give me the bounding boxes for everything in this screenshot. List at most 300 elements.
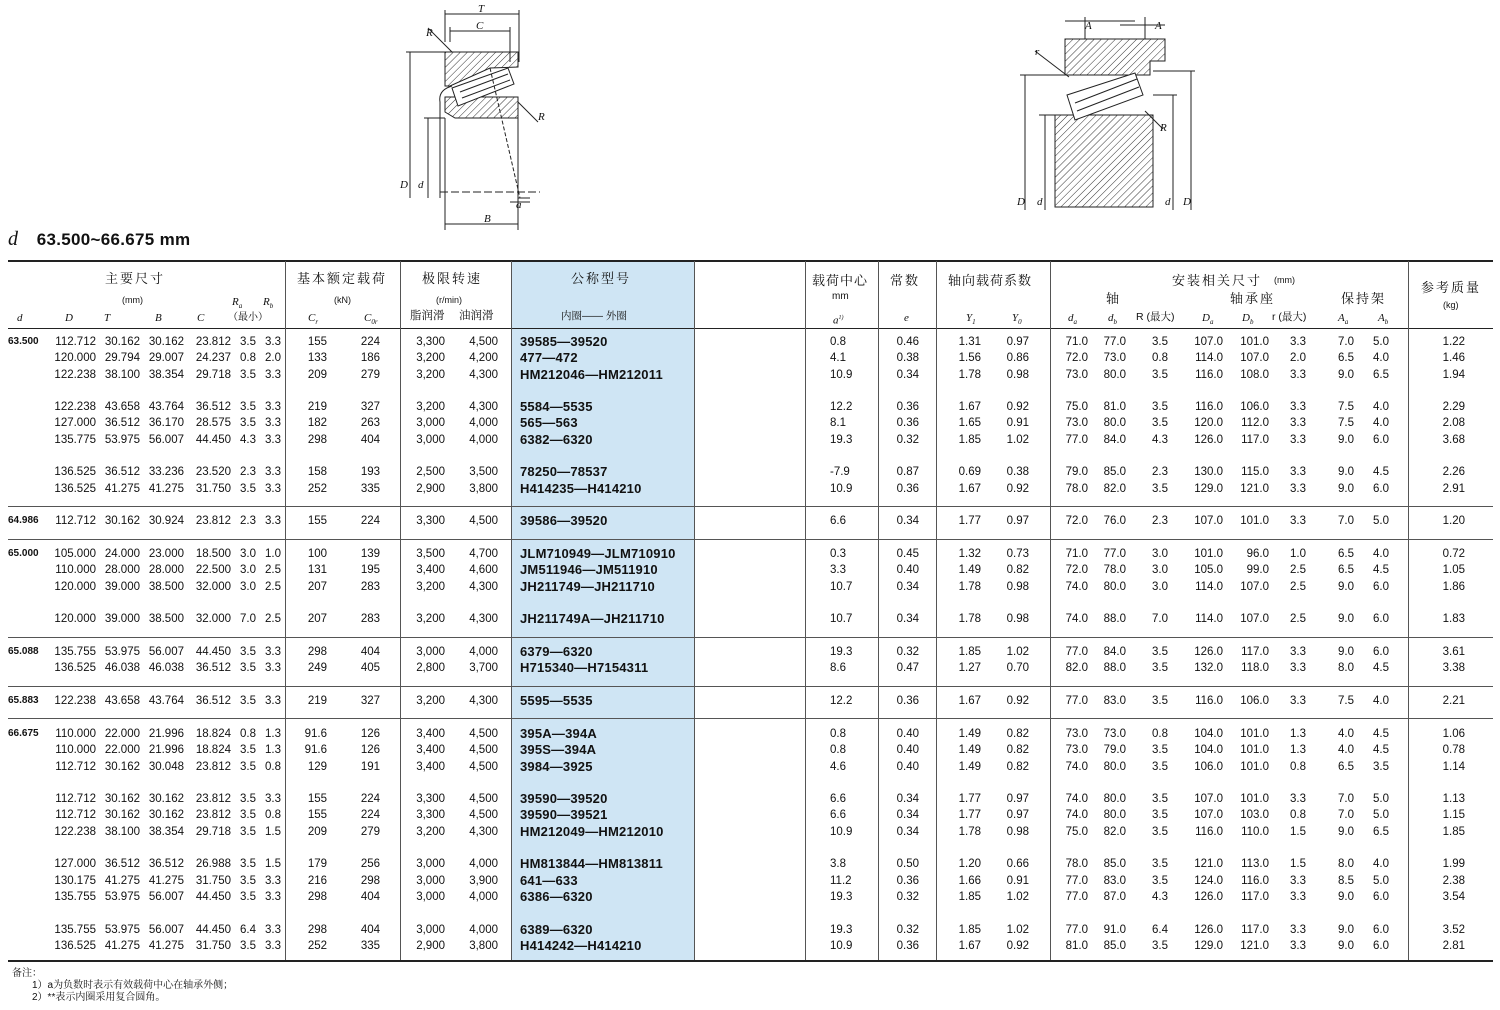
cell-da: 77.0 bbox=[1065, 924, 1088, 936]
cell-d: 64.986 bbox=[8, 515, 39, 526]
cell-a: 12.2 bbox=[830, 401, 853, 413]
part-number: 395A—394A bbox=[520, 726, 597, 741]
cell-y0: 0.92 bbox=[1006, 940, 1029, 952]
cell-db: 101.0 bbox=[1240, 793, 1269, 805]
cell-c: 26.988 bbox=[195, 858, 231, 870]
cell-y0: 0.38 bbox=[1006, 466, 1029, 478]
cell-r: 3.0 bbox=[1152, 581, 1168, 593]
cell-d: 135.755 bbox=[54, 646, 96, 658]
hdr-Rmax: R (最大) bbox=[1136, 311, 1175, 323]
cell-r: 3.5 bbox=[1152, 417, 1168, 429]
cell-cr: 252 bbox=[307, 940, 327, 952]
cell-r: 3.5 bbox=[1152, 336, 1168, 348]
cell-r: 0.8 bbox=[1152, 352, 1168, 364]
cell-da: 116.0 bbox=[1195, 695, 1223, 707]
part-number: 6389—6320 bbox=[520, 922, 593, 937]
cell-da: 121.0 bbox=[1194, 858, 1223, 870]
cell-g: 3,300 bbox=[416, 793, 445, 805]
cell-aa: 4.0 bbox=[1338, 744, 1354, 756]
cell-cr: 207 bbox=[307, 581, 327, 593]
cell-c: 32.000 bbox=[195, 581, 231, 593]
cell-cor: 279 bbox=[360, 369, 380, 381]
cell-aa: 9.0 bbox=[1338, 581, 1354, 593]
cell-cr: 158 bbox=[307, 466, 327, 478]
hdr-T: T bbox=[104, 312, 111, 324]
cell-b: 36.170 bbox=[148, 417, 184, 429]
cell-c: 18.824 bbox=[195, 744, 231, 756]
cell-d: 122.238 bbox=[54, 826, 96, 838]
cell-db: 115.0 bbox=[1241, 466, 1269, 478]
part-number: 6379—6320 bbox=[520, 644, 593, 659]
cell-c: 23.812 bbox=[195, 793, 231, 805]
cell-b: 30.162 bbox=[148, 336, 184, 348]
cell-g: 2,800 bbox=[416, 662, 445, 674]
cell-da: 75.0 bbox=[1065, 826, 1088, 838]
cell-db: 85.0 bbox=[1103, 858, 1126, 870]
cell-db: 85.0 bbox=[1103, 940, 1126, 952]
cell-db: 80.0 bbox=[1103, 761, 1126, 773]
cell-ra: 3.5 bbox=[240, 793, 256, 805]
col-divider bbox=[805, 261, 806, 960]
dim-Ab-label: A bbox=[1155, 20, 1162, 32]
cell-y0: 0.92 bbox=[1006, 483, 1029, 495]
cell-da: 73.0 bbox=[1065, 728, 1088, 740]
cell-r: 2.3 bbox=[1152, 515, 1168, 527]
cell-d: 127.000 bbox=[54, 858, 96, 870]
dim-D-label: D bbox=[400, 179, 408, 191]
cell-m: 2.26 bbox=[1442, 466, 1465, 478]
cell-db: 73.0 bbox=[1103, 352, 1126, 364]
cell-ab: 5.0 bbox=[1373, 793, 1389, 805]
cell-db: 88.0 bbox=[1103, 662, 1126, 674]
cell-e: 0.34 bbox=[896, 613, 919, 625]
cell-b: 41.275 bbox=[148, 483, 184, 495]
cell-y0: 1.02 bbox=[1006, 646, 1029, 658]
cell-cr: 100 bbox=[307, 548, 327, 560]
cell-ra: 0.8 bbox=[240, 728, 256, 740]
cell-y0: 0.91 bbox=[1006, 417, 1029, 429]
cell-cor: 298 bbox=[360, 875, 380, 887]
cell-o: 4,000 bbox=[469, 434, 498, 446]
cell-d: 65.883 bbox=[8, 695, 39, 706]
cell-y1: 1.31 bbox=[958, 336, 981, 348]
cell-cr: 129 bbox=[307, 761, 327, 773]
cell-rb: 2.0 bbox=[265, 352, 281, 364]
cell-r: 1.5 bbox=[1290, 826, 1306, 838]
cell-o: 4,300 bbox=[469, 613, 498, 625]
cell-r: 3.3 bbox=[1290, 483, 1306, 495]
hdr-grease: 脂润滑 bbox=[410, 310, 445, 322]
cell-da: 72.0 bbox=[1065, 564, 1088, 576]
cell-rb: 3.3 bbox=[265, 891, 281, 903]
cell-m: 2.38 bbox=[1442, 875, 1465, 887]
cell-da: 74.0 bbox=[1065, 761, 1088, 773]
cell-d: 130.175 bbox=[54, 875, 96, 887]
part-number: H414235—H414210 bbox=[520, 481, 642, 496]
cell-m: 2.81 bbox=[1442, 940, 1465, 952]
cell-da: 71.0 bbox=[1065, 336, 1088, 348]
cell-b: 43.764 bbox=[148, 695, 184, 707]
cell-e: 0.87 bbox=[896, 466, 919, 478]
cell-da: 107.0 bbox=[1194, 809, 1223, 821]
dim-db-label: d bbox=[1165, 196, 1171, 208]
cell-c: 18.824 bbox=[195, 728, 231, 740]
cell-d: 63.500 bbox=[8, 336, 39, 347]
cell-db: 81.0 bbox=[1103, 401, 1126, 413]
cell-b: 43.764 bbox=[148, 401, 184, 413]
cell-a: 0.3 bbox=[830, 548, 846, 560]
part-number: 78250—78537 bbox=[520, 464, 608, 479]
cell-d: 135.755 bbox=[54, 891, 96, 903]
cell-ra: 3.5 bbox=[240, 695, 256, 707]
cell-m: 1.13 bbox=[1442, 793, 1465, 805]
part-number: 5595—5535 bbox=[520, 693, 593, 708]
dim-a-label: a bbox=[516, 199, 522, 211]
cell-da: 104.0 bbox=[1194, 744, 1223, 756]
cell-ab: 6.5 bbox=[1373, 369, 1389, 381]
cell-ab: 4.5 bbox=[1373, 728, 1389, 740]
cell-ab: 4.0 bbox=[1373, 548, 1389, 560]
cell-g: 3,400 bbox=[416, 564, 445, 576]
col-divider bbox=[694, 261, 695, 960]
group-separator bbox=[8, 506, 1493, 507]
cell-y1: 1.67 bbox=[958, 401, 981, 413]
cell-cr: 298 bbox=[307, 891, 327, 903]
cell-g: 3,300 bbox=[416, 336, 445, 348]
part-number: JM511946—JM511910 bbox=[520, 562, 658, 577]
cell-c: 31.750 bbox=[195, 940, 231, 952]
hdr-Ra: $R_a$ bbox=[232, 296, 243, 311]
cell-y0: 0.98 bbox=[1006, 581, 1029, 593]
cell-d: 112.712 bbox=[55, 515, 96, 527]
cell-r: 3.3 bbox=[1290, 891, 1306, 903]
cell-g: 2,500 bbox=[416, 466, 445, 478]
cell-g: 3,200 bbox=[416, 369, 445, 381]
cell-a: 8.1 bbox=[830, 417, 846, 429]
cell-t: 36.512 bbox=[104, 858, 140, 870]
dim-Da-label: D bbox=[1017, 196, 1025, 208]
cell-db: 79.0 bbox=[1103, 744, 1126, 756]
cell-db: 103.0 bbox=[1240, 809, 1269, 821]
group-separator bbox=[8, 637, 1493, 638]
cell-g: 2,900 bbox=[416, 483, 445, 495]
cell-ab: 4.0 bbox=[1373, 858, 1389, 870]
cell-m: 1.94 bbox=[1442, 369, 1465, 381]
cell-y1: 1.78 bbox=[958, 581, 981, 593]
cell-o: 4,500 bbox=[469, 744, 498, 756]
cell-ab: 4.5 bbox=[1373, 662, 1389, 674]
cell-db: 87.0 bbox=[1103, 891, 1126, 903]
part-number: 477—472 bbox=[520, 350, 578, 365]
cell-d: 112.712 bbox=[55, 761, 96, 773]
cell-y0: 0.91 bbox=[1006, 875, 1029, 887]
part-number: 3984—3925 bbox=[520, 759, 593, 774]
cell-y1: 1.56 bbox=[958, 352, 981, 364]
cell-m: 2.29 bbox=[1442, 401, 1465, 413]
cell-db: 107.0 bbox=[1240, 581, 1269, 593]
cell-d: 120.000 bbox=[54, 352, 96, 364]
cell-ab: 5.0 bbox=[1373, 875, 1389, 887]
cell-t: 53.975 bbox=[104, 646, 140, 658]
cell-g: 3,200 bbox=[416, 695, 445, 707]
cell-db: 96.0 bbox=[1246, 548, 1269, 560]
cell-db: 80.0 bbox=[1103, 581, 1126, 593]
part-number: 565—563 bbox=[520, 415, 578, 430]
cell-ra: 3.5 bbox=[240, 875, 256, 887]
cell-cor: 327 bbox=[360, 401, 380, 413]
cell-rb: 3.3 bbox=[265, 401, 281, 413]
hdr-Db: $D_b$ bbox=[1242, 312, 1254, 327]
cell-da: 82.0 bbox=[1065, 662, 1088, 674]
cell-rb: 3.3 bbox=[265, 515, 281, 527]
cell-m: 1.05 bbox=[1442, 564, 1465, 576]
cell-ra: 3.0 bbox=[240, 564, 256, 576]
cell-ra: 4.3 bbox=[240, 434, 256, 446]
cell-c: 36.512 bbox=[195, 662, 231, 674]
cell-r: 3.0 bbox=[1152, 564, 1168, 576]
cell-g: 3,000 bbox=[416, 646, 445, 658]
cell-g: 3,200 bbox=[416, 613, 445, 625]
cell-r: 3.3 bbox=[1290, 875, 1306, 887]
cell-m: 0.72 bbox=[1442, 548, 1465, 560]
part-number: 39586—39520 bbox=[520, 513, 608, 528]
cell-cor: 283 bbox=[360, 613, 380, 625]
cell-da: 116.0 bbox=[1195, 401, 1223, 413]
cell-y1: 1.77 bbox=[958, 793, 981, 805]
group-separator bbox=[8, 718, 1493, 719]
cell-da: 116.0 bbox=[1195, 369, 1223, 381]
cell-da: 107.0 bbox=[1194, 336, 1223, 348]
cell-e: 0.36 bbox=[896, 695, 919, 707]
cell-r: 3.3 bbox=[1290, 515, 1306, 527]
cell-r: 3.3 bbox=[1290, 924, 1306, 936]
cell-rb: 3.3 bbox=[265, 793, 281, 805]
cell-cr: 209 bbox=[307, 826, 327, 838]
col-divider bbox=[1408, 261, 1409, 960]
cell-cor: 186 bbox=[360, 352, 380, 364]
cell-b: 56.007 bbox=[148, 646, 184, 658]
cell-aa: 4.0 bbox=[1338, 728, 1354, 740]
cell-g: 3,000 bbox=[416, 417, 445, 429]
cell-y1: 1.67 bbox=[958, 695, 981, 707]
cell-ab: 6.0 bbox=[1373, 434, 1389, 446]
cell-o: 4,300 bbox=[469, 695, 498, 707]
cell-a: 19.3 bbox=[830, 924, 853, 936]
cell-a: 0.8 bbox=[830, 728, 846, 740]
cell-e: 0.34 bbox=[896, 809, 919, 821]
cell-r: 3.3 bbox=[1290, 434, 1306, 446]
cell-b: 23.000 bbox=[148, 548, 184, 560]
cell-aa: 7.5 bbox=[1338, 401, 1354, 413]
cell-ab: 6.0 bbox=[1373, 891, 1389, 903]
cell-r: 3.5 bbox=[1152, 875, 1168, 887]
bore-range: 63.500~66.675 mm bbox=[36, 230, 191, 249]
cell-cor: 193 bbox=[360, 466, 380, 478]
cell-ra: 3.0 bbox=[240, 581, 256, 593]
cell-a: 19.3 bbox=[830, 434, 853, 446]
hdr-mass: 参考质量 bbox=[1421, 280, 1482, 295]
cell-m: 3.54 bbox=[1442, 891, 1465, 903]
cell-c: 23.812 bbox=[195, 761, 231, 773]
cell-b: 30.924 bbox=[148, 515, 184, 527]
cell-r: 4.3 bbox=[1152, 434, 1168, 446]
cell-cor: 404 bbox=[360, 924, 380, 936]
cell-r: 6.4 bbox=[1152, 924, 1168, 936]
cell-r: 0.8 bbox=[1290, 761, 1306, 773]
part-number: JH211749A—JH211710 bbox=[520, 611, 665, 626]
cell-m: 3.38 bbox=[1442, 662, 1465, 674]
cell-db: 84.0 bbox=[1103, 434, 1126, 446]
cell-aa: 6.5 bbox=[1338, 352, 1354, 364]
cell-ab: 6.0 bbox=[1373, 924, 1389, 936]
cell-y0: 0.66 bbox=[1006, 858, 1029, 870]
cell-da: 124.0 bbox=[1194, 875, 1223, 887]
cell-db: 80.0 bbox=[1103, 369, 1126, 381]
cell-ab: 3.5 bbox=[1373, 761, 1389, 773]
cell-m: 1.14 bbox=[1442, 761, 1465, 773]
cell-t: 41.275 bbox=[104, 940, 140, 952]
cell-m: 1.86 bbox=[1442, 581, 1465, 593]
part-number: HM212046—HM212011 bbox=[520, 367, 663, 382]
cell-r: 2.5 bbox=[1290, 613, 1306, 625]
cell-cr: 182 bbox=[307, 417, 327, 429]
cell-db: 121.0 bbox=[1240, 483, 1269, 495]
cell-d: 112.712 bbox=[55, 793, 96, 805]
cell-ab: 6.0 bbox=[1373, 646, 1389, 658]
cell-ab: 4.5 bbox=[1373, 564, 1389, 576]
cell-cr: 133 bbox=[307, 352, 327, 364]
cell-da: 77.0 bbox=[1065, 646, 1088, 658]
cell-o: 4,200 bbox=[469, 352, 498, 364]
cell-cor: 195 bbox=[360, 564, 380, 576]
cell-aa: 8.0 bbox=[1338, 662, 1354, 674]
cell-rb: 1.5 bbox=[265, 858, 281, 870]
cell-c: 29.718 bbox=[195, 369, 231, 381]
cell-aa: 9.0 bbox=[1338, 940, 1354, 952]
cell-b: 56.007 bbox=[148, 891, 184, 903]
cell-g: 3,400 bbox=[416, 728, 445, 740]
cell-da: 74.0 bbox=[1065, 809, 1088, 821]
mounting-diagram bbox=[1005, 15, 1215, 215]
cell-y0: 0.82 bbox=[1006, 728, 1029, 740]
cell-o: 4,000 bbox=[469, 417, 498, 429]
cell-d: 136.525 bbox=[54, 662, 96, 674]
cell-db: 82.0 bbox=[1103, 483, 1126, 495]
cell-db: 78.0 bbox=[1103, 564, 1126, 576]
cell-y1: 1.85 bbox=[958, 646, 981, 658]
cell-ra: 3.5 bbox=[240, 662, 256, 674]
part-number: H715340—H7154311 bbox=[520, 660, 649, 675]
cell-ra: 2.3 bbox=[240, 466, 256, 478]
dim-Aa-label: A bbox=[1085, 20, 1092, 32]
hdr-const: 常数 bbox=[890, 273, 921, 288]
cell-d: 110.000 bbox=[55, 564, 96, 576]
cell-e: 0.36 bbox=[896, 875, 919, 887]
cell-da: 106.0 bbox=[1194, 761, 1223, 773]
cell-db: 113.0 bbox=[1241, 858, 1269, 870]
cell-o: 4,300 bbox=[469, 581, 498, 593]
cell-y1: 1.27 bbox=[958, 662, 981, 674]
cell-d: 136.525 bbox=[54, 483, 96, 495]
cell-y0: 0.97 bbox=[1006, 515, 1029, 527]
cell-cr: 209 bbox=[307, 369, 327, 381]
hdr-install: 安装相关尺寸 bbox=[1172, 273, 1263, 288]
cell-cr: 179 bbox=[307, 858, 327, 870]
cell-aa: 6.5 bbox=[1338, 564, 1354, 576]
cell-rb: 0.8 bbox=[265, 809, 281, 821]
cell-r: 3.5 bbox=[1152, 646, 1168, 658]
cell-m: 1.06 bbox=[1442, 728, 1465, 740]
cell-da: 130.0 bbox=[1194, 466, 1223, 478]
part-number: JH211749—JH211710 bbox=[520, 579, 655, 594]
cell-da: 129.0 bbox=[1194, 483, 1223, 495]
cell-d: 112.712 bbox=[55, 336, 96, 348]
cell-r: 3.5 bbox=[1152, 761, 1168, 773]
cell-c: 44.450 bbox=[195, 891, 231, 903]
cell-b: 38.500 bbox=[148, 613, 184, 625]
cell-t: 30.162 bbox=[104, 336, 140, 348]
cell-o: 4,500 bbox=[469, 793, 498, 805]
cell-da: 129.0 bbox=[1194, 940, 1223, 952]
cell-c: 31.750 bbox=[195, 483, 231, 495]
cell-y0: 0.98 bbox=[1006, 613, 1029, 625]
cell-aa: 8.0 bbox=[1338, 858, 1354, 870]
cell-rb: 2.5 bbox=[265, 581, 281, 593]
cell-t: 39.000 bbox=[104, 581, 140, 593]
cell-c: 31.750 bbox=[195, 875, 231, 887]
cell-r: 2.0 bbox=[1290, 352, 1306, 364]
cell-db: 77.0 bbox=[1103, 548, 1126, 560]
cell-da: 77.0 bbox=[1065, 875, 1088, 887]
cell-o: 4,300 bbox=[469, 826, 498, 838]
cell-db: 118.0 bbox=[1241, 662, 1269, 674]
cell-db: 108.0 bbox=[1240, 369, 1269, 381]
note-1: 1）a为负数时表示有效载荷中心在轴承外侧； bbox=[32, 980, 234, 991]
cell-t: 36.512 bbox=[104, 466, 140, 478]
cell-d: 110.000 bbox=[55, 744, 96, 756]
cell-a: 0.8 bbox=[830, 744, 846, 756]
cell-t: 43.658 bbox=[104, 401, 140, 413]
cell-rb: 1.3 bbox=[265, 744, 281, 756]
cell-cor: 139 bbox=[360, 548, 380, 560]
cell-db: 77.0 bbox=[1103, 336, 1126, 348]
cell-e: 0.34 bbox=[896, 793, 919, 805]
cell-db: 106.0 bbox=[1240, 401, 1269, 413]
hdr-e: e bbox=[904, 312, 909, 324]
cell-db: 82.0 bbox=[1103, 826, 1126, 838]
cell-da: 77.0 bbox=[1065, 891, 1088, 903]
cell-c: 28.575 bbox=[195, 417, 231, 429]
cell-rb: 3.3 bbox=[265, 369, 281, 381]
cell-ra: 3.5 bbox=[240, 483, 256, 495]
col-divider bbox=[285, 261, 286, 960]
cell-aa: 9.0 bbox=[1338, 646, 1354, 658]
cell-cor: 224 bbox=[360, 336, 380, 348]
col-divider bbox=[400, 261, 401, 960]
cell-a: 10.9 bbox=[830, 826, 853, 838]
cell-d: 136.525 bbox=[54, 466, 96, 478]
cell-t: 53.975 bbox=[104, 891, 140, 903]
cell-cr: 219 bbox=[307, 401, 327, 413]
cell-r: 3.5 bbox=[1152, 793, 1168, 805]
cell-da: 77.0 bbox=[1065, 695, 1088, 707]
cell-db: 121.0 bbox=[1240, 940, 1269, 952]
part-number: 39585—39520 bbox=[520, 334, 608, 349]
col-divider bbox=[878, 261, 879, 960]
cell-e: 0.40 bbox=[896, 728, 919, 740]
cell-y0: 1.02 bbox=[1006, 434, 1029, 446]
cell-r: 1.3 bbox=[1290, 728, 1306, 740]
